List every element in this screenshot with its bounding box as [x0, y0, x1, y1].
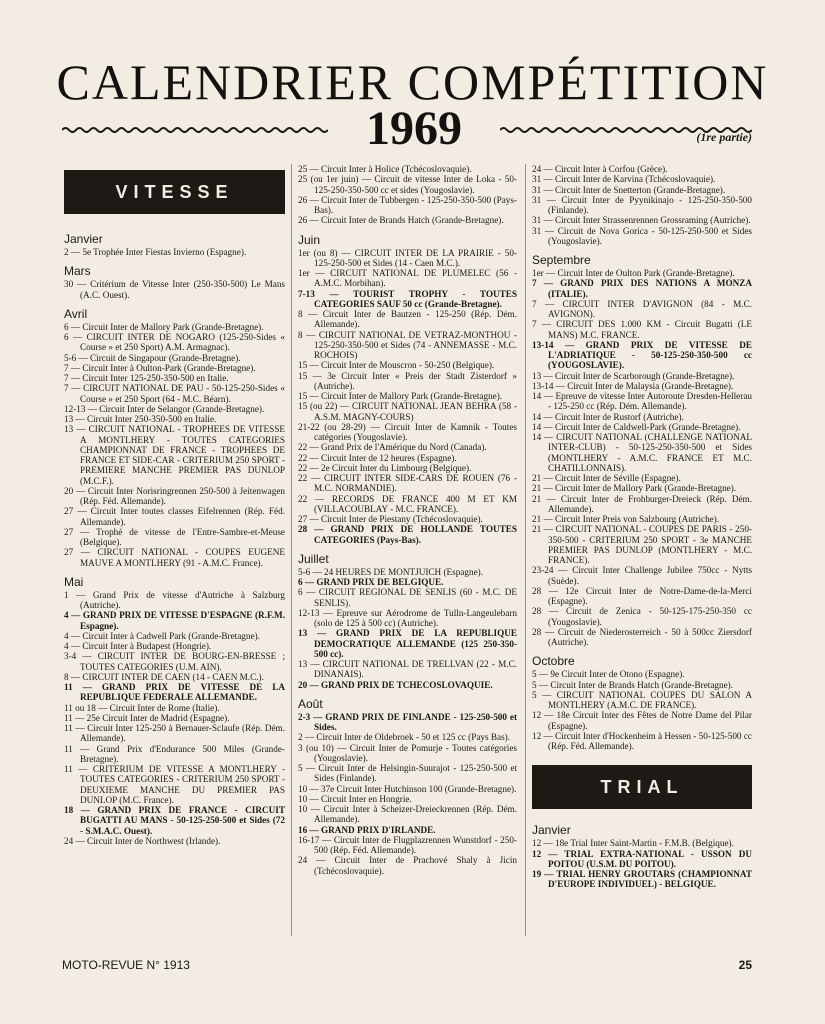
event-entry: 26 — Circuit Inter de Brands Hatch (Grande-Bretagne).	[298, 215, 504, 226]
footer-page-number: 25	[738, 958, 752, 972]
column-divider	[525, 164, 526, 936]
event-entry: 22 — 2e Circuit Inter du Limbourg (Belgique).	[298, 462, 472, 473]
event-entry: 2-3 — GRAND PRIX DE FINLANDE - 125-250-500 et Sides.	[298, 711, 517, 732]
event-entry: 8 — CIRCUIT NATIONAL DE VETRAZ-MONTHOU - 125-250-350-500 et Sides (74 - ANNEMASSE - M.C. ROCHOIS)	[298, 329, 517, 360]
part-label: (1re partie)	[696, 130, 752, 144]
event-entry: 11 — Circuit Inter 125-250 à Bernauer-Sclaufe (Rép. Dém. Allemande).	[64, 723, 285, 744]
year-row	[0, 104, 825, 154]
event-entry: 25 — Circuit Inter à Holice (Tchécoslovaquie).	[298, 164, 472, 174]
column-divider	[291, 164, 292, 936]
event-entry: 7 — Circuit Inter 125-250-350-500 en Italie.	[64, 373, 229, 383]
event-entry: 31 — Circuit Inter de Karvina (Tchécoslovaquie).	[532, 174, 716, 185]
column-3	[532, 164, 752, 890]
event-entry: 14 — Epreuve de vitesse Inter Autoroute Dresden-Hellerau - 125-250 cc (Rép. Dém. Allemande).	[532, 391, 752, 412]
event-entry: 13-14 — GRAND PRIX DE VITESSE DE L'ADRIATIQUE - 50-125-250-350-500 cc (YOUGOSLAVIE).	[532, 339, 752, 371]
event-entry: 31 — Circuit Inter de Pyynikinajo - 125-250-350-500 (Finlande).	[532, 194, 752, 215]
event-entry: 15 — 3e Circuit Inter « Preis der Stadt Zisterdorf » (Autriche).	[298, 370, 517, 391]
event-entry: 6 — GRAND PRIX DE BELGIQUE.	[298, 577, 444, 587]
event-entry: 13 — Circuit Inter 250-350-500 en Italie.	[64, 414, 217, 424]
month-heading: Septembre	[532, 253, 591, 267]
event-entry: 15 — Circuit Inter de Mouscron - 50-250 (Belgique).	[298, 360, 495, 371]
event-entry: 10 — 37e Circuit Inter Hutchinson 100 (Grande-Bretagne).	[298, 783, 517, 794]
event-entry: 30 — Critérium de Vitesse Inter (250-350-500) Le Mans (A.C. Ouest).	[64, 279, 285, 300]
event-entry: 31 — Circuit de Nova Gorica - 50-125-250-500 et Sides (Yougoslavie).	[532, 225, 752, 246]
event-entry: 6 — CIRCUIT INTER DE NOGARO (125-250-Sides « Course » et 250 Sport) A.M. Armagnac).	[64, 332, 285, 353]
event-entry: 11 — Grand Prix d'Endurance 500 Miles (Grande-Bretagne).	[64, 743, 285, 764]
event-entry: 21 — Circuit Inter de Séville (Espagne).	[532, 473, 681, 483]
event-entry: 14 — CIRCUIT NATIONAL (CHALLENGE NATIONAL INTER-CLUB) - 50-125-250-350-500 et Sides (MONTLHERY - A.M.C. FRANCE ET M.C. CHATILLONNAIS).	[532, 432, 752, 473]
event-entry: 15 — Circuit Inter de Mallory Park (Grande-Bretagne).	[298, 391, 503, 401]
event-entry: 11 — GRAND PRIX DE VITESSE DE LA REPUBLIQUE FEDERALE ALLEMANDE.	[64, 682, 285, 703]
event-entry: 23-24 — Circuit Inter Challenge Jubilee 750cc - Nytts (Suède).	[532, 565, 752, 586]
month-heading: Août	[298, 696, 323, 711]
event-entry: 18 — GRAND PRIX DE FRANCE - CIRCUIT BUGATTI AU MANS - 50-125-250-500 et Sides (72 - S.M.A.C. Ouest).	[64, 805, 285, 836]
event-entry: 7 — CIRCUIT DES 1.000 KM - Circuit Bugatti (LE MANS) M.C. FRANCE.	[532, 319, 752, 340]
event-entry: 12 — 18e Circuit Inter des Fêtes de Notre Dame del Pilar (Espagne).	[532, 710, 752, 731]
event-entry: 4 — Circuit Inter à Budapest (Hongrie).	[64, 641, 212, 651]
event-entry: 22 — Circuit Inter de 12 heures (Espagne).	[298, 452, 457, 463]
month-heading: Juin	[298, 232, 321, 247]
event-entry: 3-4 — CIRCUIT INTER DE BOURG-EN-BRESSE ; TOUTES CATEGORIES (U.M. AIN).	[64, 651, 285, 672]
footer-magazine: MOTO-REVUE N° 1913	[62, 958, 190, 972]
event-entry: 10 — Circuit Inter en Hongrie.	[298, 793, 412, 804]
event-entry: 19 — TRIAL HENRY GROUTARS (CHAMPIONNAT D'EUROPE INDIVIDUEL) - BELGIQUE.	[532, 869, 752, 890]
event-entry: 21 — Circuit Inter de Frohburger-Dreieck (Rép. Dém. Allemande).	[532, 493, 752, 514]
event-entry: 5 — Circuit Inter de Brands Hatch (Grande-Bretagne).	[532, 679, 734, 690]
event-entry: 8 — CIRCUIT INTER DE CAEN (14 - CAEN M.C.).	[64, 671, 264, 682]
event-entry: 14 — Circuit Inter de Rustorf (Autriche).	[532, 411, 684, 422]
event-entry: 14 — Circuit Inter de Caldwell-Park (Grande-Bretagne).	[532, 421, 741, 432]
event-entry: 15 (ou 22) — CIRCUIT NATIONAL JEAN BEHRA (58 - A.S.M. MAGNY-COURS)	[298, 401, 517, 422]
event-entry: 21 — Circuit Inter Preis von Salzbourg (Autriche).	[532, 514, 720, 524]
event-entry: 22 — Grand Prix de l'Amérique du Nord (Canada).	[298, 442, 487, 453]
event-entry: 21 — CIRCUIT NATIONAL - COUPES DE PARIS - 250-350-500 - CRITERIUM 250 SPORT - 3e MANCHE PREMIER PAS DUNLOP (MONTLHERY - M.C. FRANCE).	[532, 524, 752, 565]
event-entry: 24 — Circuit Inter de Prachové Shaly à Jicin (Tchécoslovaquie).	[298, 855, 517, 876]
event-entry: 4 — Circuit Inter à Cadwell Park (Grande-Bretagne).	[64, 630, 260, 641]
event-entry: 6 — CIRCUIT REGIONAL DE SENLIS (60 - M.C. DE SENLIS).	[298, 587, 517, 608]
event-entry: 28 — GRAND PRIX DE HOLLANDE TOUTES CATEGORIES (Pays-Bas).	[298, 524, 517, 545]
event-entry: 11 — CRITERIUM DE VITESSE A MONTLHERY - TOUTES CATEGORIES - CRITERIUM 250 SPORT - DEUXIEME MANCHE DU PREMIER PAS DUNLOP (M.C. France).	[64, 764, 285, 805]
event-entry: 22 — RECORDS DE FRANCE 400 M ET KM (VILLACOUBLAY - M.C. FRANCE).	[298, 493, 517, 514]
event-entry: 3 (ou 10) — Circuit Inter de Pomurje - Toutes catégories (Yougoslavie).	[298, 742, 517, 763]
event-entry: 27 — Circuit Inter de Piestany (Tchécoslovaquie).	[298, 514, 483, 524]
event-entry: 7-13 — TOURIST TROPHY - TOUTES CATEGORIES SAUF 50 cc (Grande-Bretagne).	[298, 288, 517, 309]
month-heading: Janvier	[532, 823, 571, 838]
event-entry: 12-13 — Epreuve sur Aérodrome de Tulln-Langeulebarn (solo de 125 à 500 cc) (Autriche).	[298, 607, 517, 628]
event-entry: 21 — Circuit Inter de Mallory Park (Grande-Bretagne).	[532, 483, 737, 494]
event-entry: 4 — GRAND PRIX DE VITESSE D'ESPAGNE (R.F.M. Espagne).	[64, 610, 285, 631]
event-entry: 20 — GRAND PRIX DE TCHECOSLOVAQUIE.	[298, 679, 493, 690]
event-entry: 5 — 9e Circuit Inter de Otono (Espagne).	[532, 669, 685, 680]
event-entry: 16 — GRAND PRIX D'IRLANDE.	[298, 824, 436, 835]
event-entry: 2 — 5e Trophée Inter Fiestas Invierno (Espagne).	[64, 247, 247, 257]
event-entry: 1er — Circuit Inter de Oulton Park (Grande-Bretagne).	[532, 268, 735, 278]
event-entry: 13 — CIRCUIT NATIONAL DE TRELLVAN (22 - M.C. DINANAIS).	[298, 659, 517, 680]
event-entry: 12 — Circuit Inter d'Hockenheim à Hessen - 50-125-500 cc (Rép. Féd. Allemande).	[532, 730, 752, 751]
event-entry: 11 — 25e Circuit Inter de Madrid (Espagne).	[64, 712, 230, 723]
event-entry: 28 — Circuit de Niederosterreich - 50 à 500cc Ziersdorf (Autriche).	[532, 626, 752, 647]
event-entry: 12 — TRIAL EXTRA-NATIONAL - USSON DU POITOU (U.S.M. DU POITOU).	[532, 848, 752, 869]
event-entry: 13-14 — Circuit Inter de Malaysia (Grande-Bretagne).	[532, 380, 734, 391]
event-entry: 11 ou 18 — Circuit Inter de Rome (Italie).	[64, 702, 220, 713]
section-banner: TRIAL	[532, 765, 752, 809]
event-entry: 22 — CIRCUIT INTER SIDE-CARS DE ROUEN (76 - M.C. NORMANDIE).	[298, 473, 517, 494]
event-entry: 1er — CIRCUIT NATIONAL DE PLUMELEC (56 - A.M.C. Morbihan).	[298, 268, 517, 289]
event-entry: 25 (ou 1er juin) — Circuit de vitesse Inter de Loka - 50-125-250-350-500 cc et sides (Yougoslavie).	[298, 174, 517, 195]
event-entry: 21-22 (ou 28-29) — Circuit Inter de Kamnik - Toutes catégories (Yougoslavie).	[298, 421, 517, 442]
event-entry: 27 — CIRCUIT NATIONAL - COUPES EUGENE MAUVE A MONTLHERY (91 - A.M.C. France).	[64, 547, 285, 568]
event-entry: 8 — Circuit Inter de Bautzen - 125-250 (Rép. Dém. Allemande).	[298, 309, 517, 330]
month-heading: Mars	[64, 264, 91, 279]
event-entry: 13 — CIRCUIT NATIONAL - TROPHEES DE VITESSE A MONTLHERY - TOUTES CATEGORIES CHAMPIONNAT DE FRANCE - TROPHEES DE FRANCE ET SIDE-CAR - CRITERIUM 250 SPORT - PREMIERE MANCHE PREMIER PAS DUNLOP (M.C.F.).	[64, 424, 285, 486]
event-entry: 31 — Circuit Inter Strassenrennen Grossraming (Autriche).	[532, 215, 751, 226]
year-heading: 1969	[366, 102, 462, 155]
event-entry: 1 — Grand Prix de vitesse d'Autriche à Salzburg (Autriche).	[64, 589, 285, 610]
event-entry: 5 — Circuit Inter de Helsingin-Suurajot - 125-250-500 et Sides (Finlande).	[298, 763, 517, 784]
event-entry: 24 — Circuit Inter de Northwest (Irlande).	[64, 835, 221, 846]
event-entry: 2 — Circuit Inter de Oldebroek - 50 et 125 cc (Pays Bas).	[298, 732, 511, 743]
event-entry: 10 — Circuit Inter à Scheizer-Dreieckrennen (Rép. Dém. Allemande).	[298, 804, 517, 825]
month-heading: Janvier	[64, 232, 103, 246]
event-entry: 20 — Circuit Inter Norisringrennen 250-500 à Jeitenwagen (Rép. Féd. Allemande).	[64, 485, 285, 506]
column-2	[298, 164, 517, 876]
section-banner: VITESSE	[64, 170, 285, 214]
month-heading: Juillet	[298, 551, 329, 566]
event-entry: 1er (ou 8) — CIRCUIT INTER DE LA PRAIRIE - 50-125-250-500 et Sides (14 - Caen M.C.).	[298, 247, 517, 268]
event-entry: 26 — Circuit Inter de Tubbergen - 125-250-350-500 (Pays-Bas).	[298, 194, 517, 215]
event-entry: 5 — CIRCUIT NATIONAL COUPES DU SALON A MONTLHERY (A.M.C. DE FRANCE).	[532, 689, 752, 710]
event-entry: 7 — GRAND PRIX DES NATIONS A MONZA (ITALIE).	[532, 278, 752, 299]
event-entry: 7 — CIRCUIT NATIONAL DE PAU - 50-125-250-Sides « Course » et 250 Sport (64 - M.C. Béarn).	[64, 383, 285, 404]
column-1	[64, 164, 285, 846]
wave-ornament-left	[62, 126, 328, 134]
month-heading: Mai	[64, 574, 84, 589]
event-entry: 6 — Circuit Inter de Mallory Park (Grande-Bretagne).	[64, 321, 264, 332]
event-entry: 28 — Circuit de Zenica - 50-125-175-250-350 cc (Yougoslavie).	[532, 606, 752, 627]
event-entry: 27 — Circuit Inter toutes classes Eifelrennen (Rép. Féd. Allemande).	[64, 506, 285, 527]
event-entry: 12-13 — Circuit Inter de Selangor (Grande-Bretagne).	[64, 403, 265, 414]
month-heading: Octobre	[532, 654, 575, 669]
event-entry: 5-6 — Circuit de Singapour (Grande-Bretagne).	[64, 352, 241, 363]
event-entry: 27 — Trophé de vitesse de l'Entre-Sambre-et-Meuse (Belgique).	[64, 526, 285, 547]
event-entry: 13 — Circuit Inter de Scarborough (Grande-Bretagne).	[532, 370, 735, 381]
event-entry: 24 — Circuit Inter à Corfou (Grèce).	[532, 164, 668, 174]
event-entry: 16-17 — Circuit Inter de Flugplazrennen Wunstdorf - 250-500 (Rép. Féd. Allemande).	[298, 834, 517, 855]
event-entry: 12 — 18e Trial Inter Saint-Martin - F.M.B. (Belgique).	[532, 838, 734, 849]
month-heading: Avril	[64, 306, 88, 321]
event-entry: 13 — GRAND PRIX DE LA REPUBLIQUE DEMOCRATIQUE ALLEMANDE (125 250-350-500 cc).	[298, 628, 517, 659]
event-entry: 5-6 — 24 HEURES DE MONTJUICH (Espagne).	[298, 566, 484, 577]
event-entry: 31 — Circuit Inter de Snetterton (Grande-Bretagne).	[532, 184, 726, 195]
page-title: CALENDRIER COMPÉTITION	[56, 54, 769, 110]
event-entry: 28 — 12e Circuit Inter de Notre-Dame-de-la-Merci (Espagne).	[532, 585, 752, 606]
event-entry: 7 — Circuit Inter à Oulton-Park (Grande-Bretagne).	[64, 362, 256, 373]
event-entry: 7 — CIRCUIT INTER D'AVIGNON (84 - M.C. AVIGNON).	[532, 298, 752, 319]
